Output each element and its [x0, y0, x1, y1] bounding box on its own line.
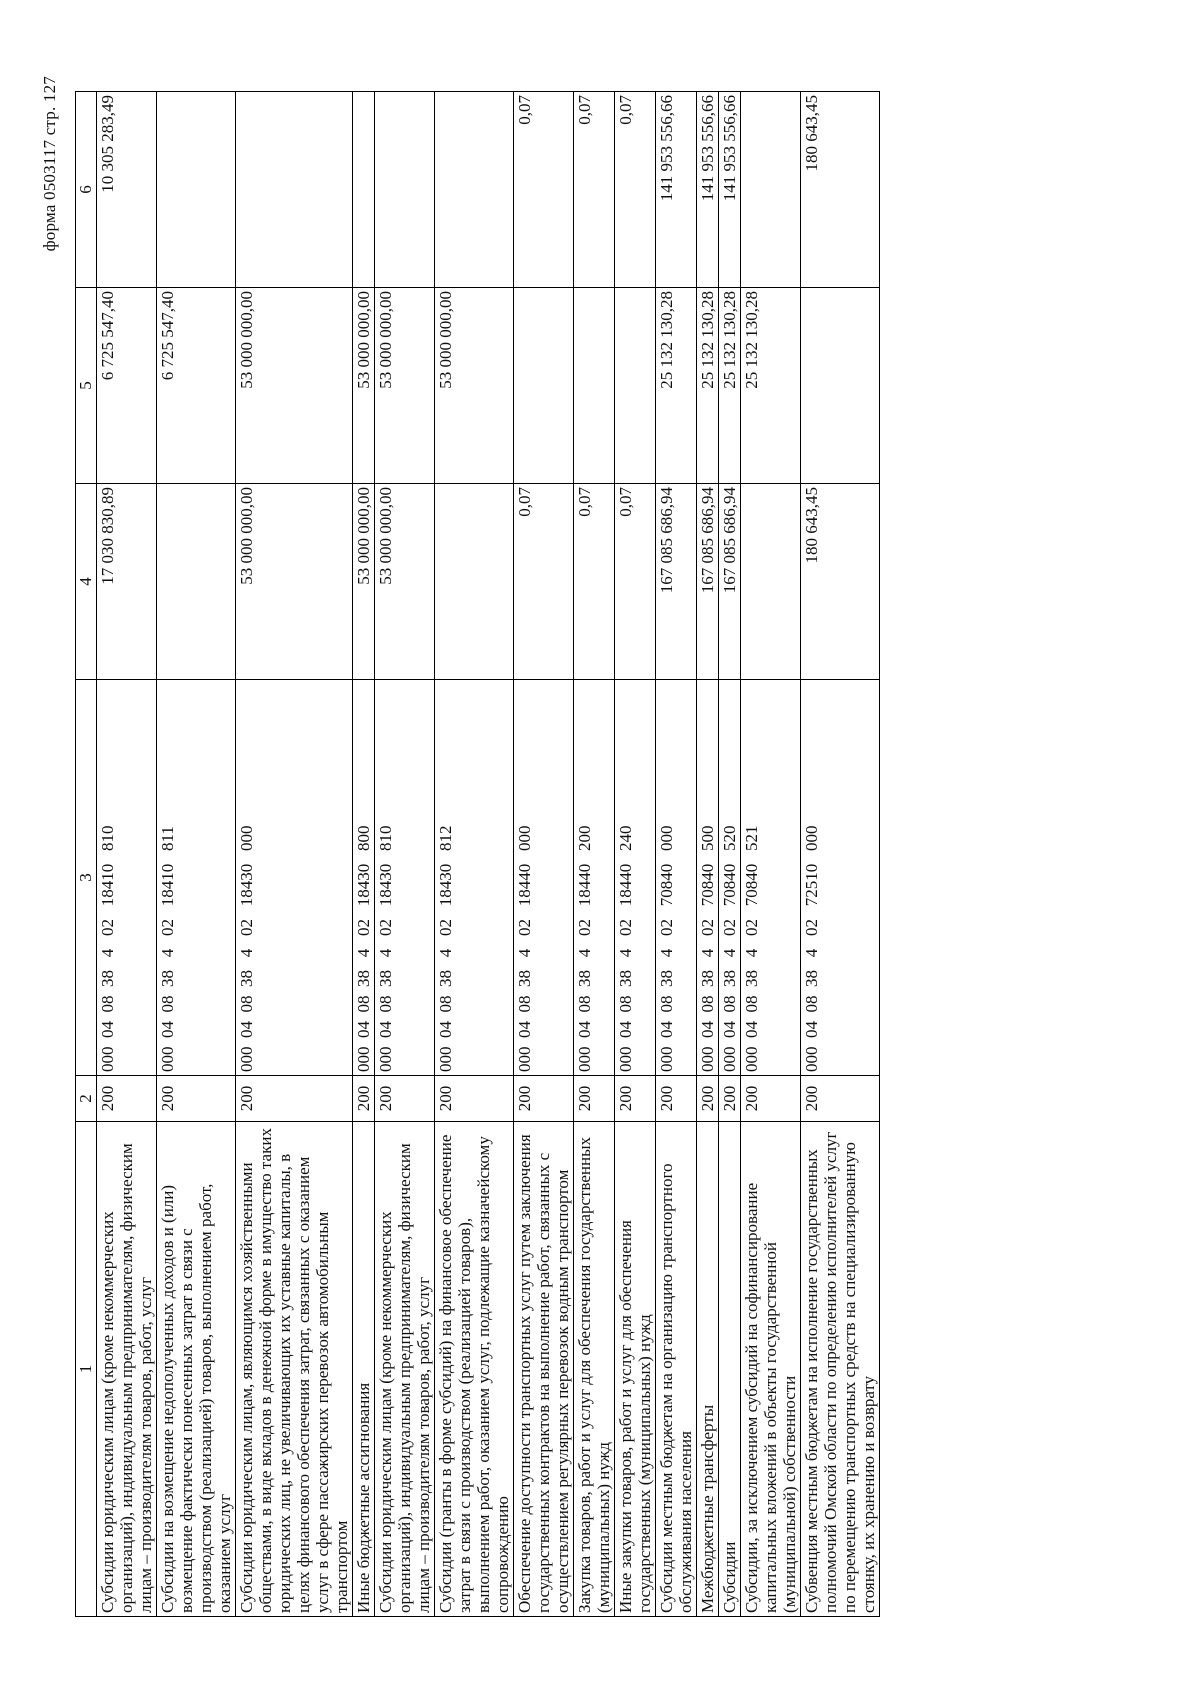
row-approved-cell: 180 643,45 — [801, 484, 880, 680]
table-row — [615, 92, 656, 1617]
column-number-row — [76, 92, 97, 1617]
row-unexecuted-cell — [741, 92, 801, 288]
row-name-cell: Закупка товаров, работ и услуг для обеспечения государственных (муниципальных) нужд — [574, 1122, 615, 1617]
table-row — [514, 92, 574, 1617]
row-executed-cell — [615, 288, 656, 484]
row-approved-cell — [157, 484, 236, 680]
table-row — [656, 92, 697, 1617]
table-row — [801, 92, 880, 1617]
row-name-cell: Субсидии на возмещение недополученных доходов и (или) возмещение фактически понесенных затрат в связи с производством (реализацией) товаров, выполнением работ, оказанием услуг — [157, 1122, 236, 1617]
row-unexecuted-cell: 10 305 283,49 — [97, 92, 157, 288]
row-executed-cell: 25 132 130,28 — [697, 288, 719, 484]
row-name-cell: Субсидии местным бюджетам на организацию транспортного обслуживания населения — [656, 1122, 697, 1617]
row-unexecuted-cell — [353, 92, 375, 288]
row-unexecuted-cell: 0,07 — [615, 92, 656, 288]
row-line-code-cell: 200 — [236, 1076, 353, 1122]
row-executed-cell: 6 725 547,40 — [157, 288, 236, 484]
row-name-cell: Субсидии, за исключением субсидий на софинансирование капитальных вложений в объекты государственной (муниципальной) собственности — [741, 1122, 801, 1617]
row-classification-code-cell: 000 04 08 38 4 02 18430 810 — [375, 680, 435, 1076]
row-line-code-cell: 200 — [435, 1076, 514, 1122]
row-approved-cell: 0,07 — [615, 484, 656, 680]
row-classification-code-cell: 000 04 08 38 4 02 70840 520 — [719, 680, 741, 1076]
row-name-cell: Обеспечение доступности транспортных услуг путем заключения государственных контрактов на выполнение работ, связанных с осуществлением регулярных перевозок водным транспортом — [514, 1122, 574, 1617]
table-row — [97, 92, 157, 1617]
row-name-cell: Субсидии (гранты в форме субсидий) на финансовое обеспечение затрат в связи с производством (реализацией товаров), выполнением работ, оказанием услуг, подлежащие казначейскому сопровождению — [435, 1122, 514, 1617]
table-row — [741, 92, 801, 1617]
row-classification-code-cell: 000 04 08 38 4 02 18410 810 — [97, 680, 157, 1076]
row-approved-cell: 53 000 000,00 — [375, 484, 435, 680]
row-executed-cell: 25 132 130,28 — [719, 288, 741, 484]
row-approved-cell: 167 085 686,94 — [697, 484, 719, 680]
row-classification-code-cell: 000 04 08 38 4 02 70840 500 — [697, 680, 719, 1076]
row-executed-cell: 6 725 547,40 — [97, 288, 157, 484]
row-unexecuted-cell: 141 953 556,66 — [697, 92, 719, 288]
row-approved-cell: 0,07 — [514, 484, 574, 680]
row-executed-cell: 25 132 130,28 — [656, 288, 697, 484]
row-executed-cell: 53 000 000,00 — [375, 288, 435, 484]
row-line-code-cell: 200 — [157, 1076, 236, 1122]
row-classification-code-cell: 000 04 08 38 4 02 18410 811 — [157, 680, 236, 1076]
table-row — [719, 92, 741, 1617]
row-approved-cell — [435, 484, 514, 680]
row-line-code-cell: 200 — [353, 1076, 375, 1122]
table-row — [236, 92, 353, 1617]
column-header-line-code: 2 — [76, 1076, 97, 1122]
row-unexecuted-cell: 0,07 — [574, 92, 615, 288]
row-name-cell: Субвенция местным бюджетам на исполнение государственных полномочий Омской области по определению исполнителей услуг по перемещению транспортных средств на специализированную стоянку, их хранению и возврату — [801, 1122, 880, 1617]
row-executed-cell: 53 000 000,00 — [435, 288, 514, 484]
row-classification-code-cell: 000 04 08 38 4 02 18440 240 — [615, 680, 656, 1076]
table-body — [97, 92, 880, 1617]
row-unexecuted-cell: 180 643,45 — [801, 92, 880, 288]
row-name-cell: Межбюджетные трансферты — [697, 1122, 719, 1617]
row-approved-cell: 167 085 686,94 — [719, 484, 741, 680]
table-row — [435, 92, 514, 1617]
row-unexecuted-cell — [375, 92, 435, 288]
row-line-code-cell: 200 — [656, 1076, 697, 1122]
table-row — [574, 92, 615, 1617]
row-approved-cell — [741, 484, 801, 680]
row-approved-cell: 53 000 000,00 — [353, 484, 375, 680]
row-line-code-cell: 200 — [697, 1076, 719, 1122]
row-line-code-cell: 200 — [574, 1076, 615, 1122]
budget-execution-table — [75, 91, 880, 1617]
row-executed-cell — [574, 288, 615, 484]
row-name-cell: Субсидии — [719, 1122, 741, 1617]
table-row — [375, 92, 435, 1617]
column-header-classification-code: 3 — [76, 680, 97, 1076]
row-classification-code-cell: 000 04 08 38 4 02 70840 000 — [656, 680, 697, 1076]
row-line-code-cell: 200 — [719, 1076, 741, 1122]
row-name-cell: Субсидии юридическим лицам (кроме некоммерческих организаций), индивидуальным предпринимателям, физическим лицам – производителям товаров, работ, услуг — [97, 1122, 157, 1617]
row-name-cell: Иные закупки товаров, работ и услуг для обеспечения государственных (муниципальных) нужд — [615, 1122, 656, 1617]
row-line-code-cell: 200 — [514, 1076, 574, 1122]
row-line-code-cell: 200 — [615, 1076, 656, 1122]
row-name-cell: Субсидии юридическим лицам (кроме некоммерческих организаций), индивидуальным предпринимателям, физическим лицам – производителям товаров, работ, услуг — [375, 1122, 435, 1617]
column-header-name: 1 — [76, 1122, 97, 1617]
row-executed-cell: 53 000 000,00 — [236, 288, 353, 484]
row-unexecuted-cell: 141 953 556,66 — [656, 92, 697, 288]
table-row — [353, 92, 375, 1617]
row-classification-code-cell: 000 04 08 38 4 02 18440 000 — [514, 680, 574, 1076]
row-line-code-cell: 200 — [97, 1076, 157, 1122]
row-executed-cell: 25 132 130,28 — [741, 288, 801, 484]
row-line-code-cell: 200 — [375, 1076, 435, 1122]
row-approved-cell: 167 085 686,94 — [656, 484, 697, 680]
row-line-code-cell: 200 — [801, 1076, 880, 1122]
row-name-cell: Субсидии юридическим лицам, являющимся хозяйственными обществами, в виде вкладов в денежной форме в имущество таких юридических лиц, не увеличивающих их уставные капиталы, в целях финансового обеспечения затрат, связанных с оказанием услуг в сфере пассажирских перевозок автомобильным транспортом — [236, 1122, 353, 1617]
row-approved-cell: 0,07 — [574, 484, 615, 680]
column-header-unexecuted: 6 — [76, 92, 97, 288]
row-line-code-cell: 200 — [741, 1076, 801, 1122]
row-classification-code-cell: 000 04 08 38 4 02 18430 812 — [435, 680, 514, 1076]
row-classification-code-cell: 000 04 08 38 4 02 72510 000 — [801, 680, 880, 1076]
row-executed-cell — [514, 288, 574, 484]
row-classification-code-cell: 000 04 08 38 4 02 18440 200 — [574, 680, 615, 1076]
row-name-cell: Иные бюджетные ассигнования — [353, 1122, 375, 1617]
row-executed-cell: 53 000 000,00 — [353, 288, 375, 484]
row-classification-code-cell: 000 04 08 38 4 02 18430 800 — [353, 680, 375, 1076]
row-unexecuted-cell — [236, 92, 353, 288]
row-executed-cell — [801, 288, 880, 484]
row-classification-code-cell: 000 04 08 38 4 02 18430 000 — [236, 680, 353, 1076]
row-unexecuted-cell — [435, 92, 514, 288]
row-approved-cell: 53 000 000,00 — [236, 484, 353, 680]
table-row — [697, 92, 719, 1617]
row-unexecuted-cell — [157, 92, 236, 288]
column-header-approved: 4 — [76, 484, 97, 680]
row-unexecuted-cell: 141 953 556,66 — [719, 92, 741, 288]
table-row — [157, 92, 236, 1617]
row-unexecuted-cell: 0,07 — [514, 92, 574, 288]
row-classification-code-cell: 000 04 08 38 4 02 70840 521 — [741, 680, 801, 1076]
form-label: форма 0503117 стр. 127 — [40, 76, 59, 252]
row-approved-cell: 17 030 830,89 — [97, 484, 157, 680]
column-header-executed: 5 — [76, 288, 97, 484]
